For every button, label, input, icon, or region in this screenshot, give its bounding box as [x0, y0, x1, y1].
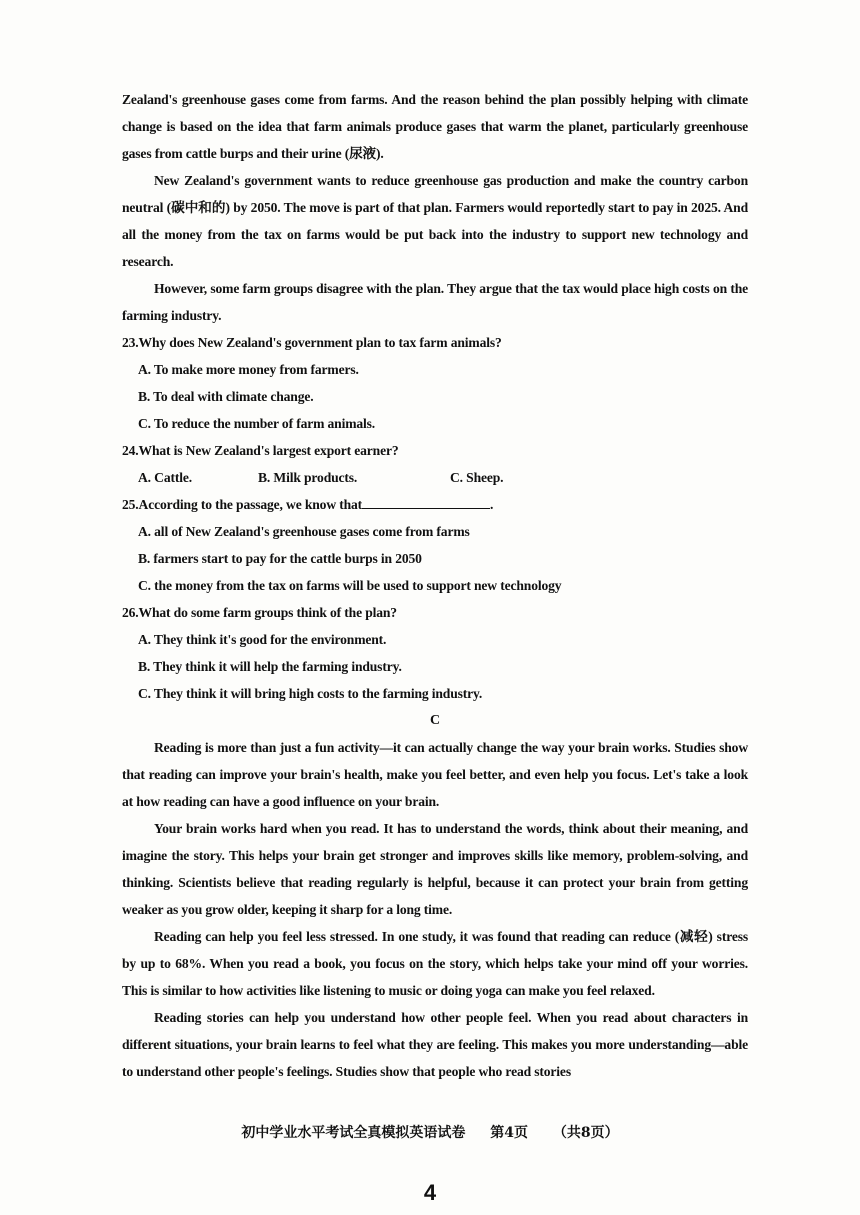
page-number: 4 [423, 1180, 437, 1205]
option-c: C. They think it will bring high costs to the farming industry. [138, 686, 483, 701]
passage-c-paragraph-2: Your brain works hard when you read. It has to understand the words, think about their meaning, and imagine the story. This helps your brain get stronger and improves skills like memory, problem-solving, and thinking. Scientists believe that reading regularly is helpful, because it can protect your brain from getting weaker as you grow older, keeping it sharp for a long time. [122, 821, 748, 917]
page-footer [0, 1122, 860, 1142]
question-stem: 26.What do some farm groups think of the plan? [122, 605, 397, 620]
exam-title: 初中学业水平考试全真模拟英语试卷 [241, 1125, 466, 1141]
option-c: C. Sheep. [450, 470, 504, 485]
passage-c-paragraph-1: Reading is more than just a fun activity—it can actually change the way your brain works. Studies show that reading can improve your brain's health, make you feel better, and even help you focus. Let's take a look at how reading can have a good influence on your brain. [122, 740, 748, 809]
question-stem: 25.According to the passage, we know that [122, 497, 363, 512]
option-b: B. To deal with climate change. [138, 389, 314, 404]
question-stem-line [122, 491, 748, 518]
question-stem: 23.Why does New Zealand's government plan to tax farm animals? [122, 335, 502, 350]
option-b: B. farmers start to pay for the cattle burps in 2050 [138, 551, 422, 566]
question-26 [122, 599, 748, 707]
page-total: （共8页） [552, 1125, 619, 1141]
section-heading-c: C [430, 713, 440, 728]
question-stem-end: . [490, 497, 494, 512]
page-indicator: 第4页 [490, 1125, 528, 1141]
question-24 [122, 437, 748, 491]
passage-b-paragraph-1: Zealand's greenhouse gases come from farms. And the reason behind the plan possibly helping with climate change is based on the idea that farm animals produce gases that warm the planet, particularly greenhouse gases from cattle burps and their urine (尿液). [122, 92, 748, 161]
option-c: C. the money from the tax on farms will be used to support new technology [138, 578, 562, 593]
page-content [122, 86, 748, 1085]
option-b: B. Milk products. [258, 470, 358, 485]
option-a: A. all of New Zealand's greenhouse gases come from farms [138, 524, 470, 539]
passage-b-paragraph-2: New Zealand's government wants to reduce greenhouse gas production and make the country carbon neutral (碳中和的) by 2050. The move is part of that plan. Farmers would reportedly start to pay in 2025. And all the money from the tax on farms would be put back into the industry to support new technology and research. [122, 173, 748, 269]
answer-blank [362, 494, 490, 509]
option-b: B. They think it will help the farming industry. [138, 659, 402, 674]
question-23 [122, 329, 748, 437]
option-a: A. Cattle. [138, 470, 192, 485]
question-25 [122, 491, 748, 599]
passage-c-paragraph-3: Reading can help you feel less stressed. In one study, it was found that reading can reduce (减轻) stress by up to 68%. When you read a book, you focus on the story, which helps take your mind off your worries. This is similar to how activities like listening to music or doing yoga can make you feel relaxed. [122, 929, 748, 998]
passage-c-paragraph-4: Reading stories can help you understand how other people feel. When you read about characters in different situations, your brain learns to feel what they are feeling. This makes you more understanding—able to understand other people's feelings. Studies show that people who read stories [122, 1010, 748, 1079]
option-c: C. To reduce the number of farm animals. [138, 416, 376, 431]
passage-b-paragraph-3: However, some farm groups disagree with the plan. They argue that the tax would place high costs on the farming industry. [122, 281, 748, 323]
question-stem: 24.What is New Zealand's largest export earner? [122, 443, 399, 458]
options-row [138, 464, 748, 491]
option-a: A. They think it's good for the environment. [138, 632, 387, 647]
option-a: A. To make more money from farmers. [138, 362, 359, 377]
